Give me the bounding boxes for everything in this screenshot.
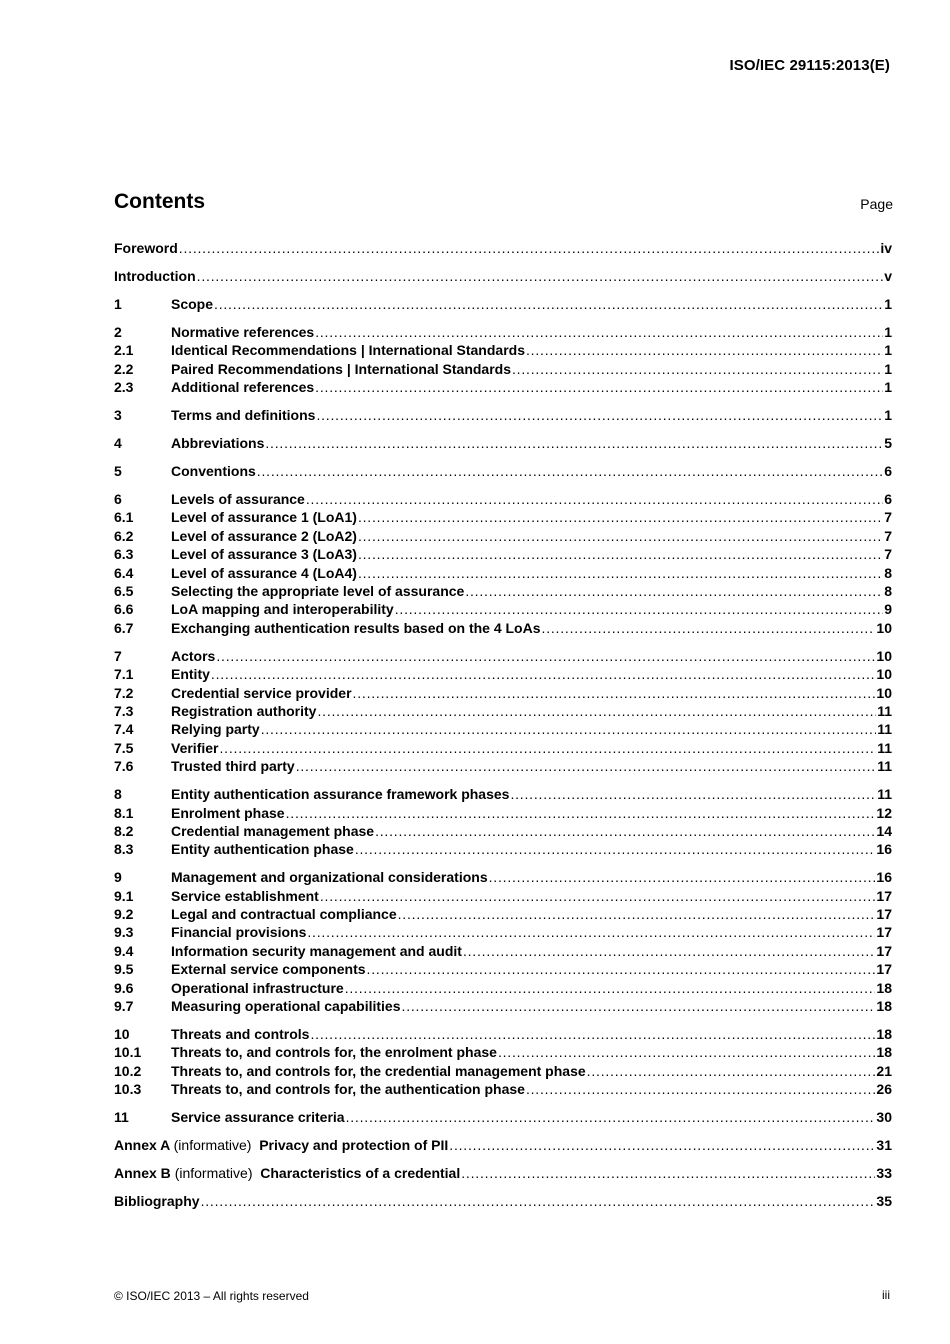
toc-entry-page: 11 <box>877 758 892 775</box>
toc-entry-page: 33 <box>876 1165 892 1182</box>
toc-entry[interactable] <box>114 822 892 840</box>
toc-entry[interactable] <box>114 1164 892 1182</box>
toc-entry-number: 7 <box>114 647 122 664</box>
toc-entry[interactable] <box>114 1136 892 1154</box>
toc-entry-number: 7.1 <box>114 666 134 683</box>
toc-entry-title: Legal and contractual compliance <box>171 906 397 923</box>
toc-entry-number: 6.3 <box>114 546 134 563</box>
toc-entry-title: Financial provisions <box>171 924 307 941</box>
toc-entry-page: 17 <box>876 906 892 923</box>
footer-copyright: © ISO/IEC 2013 – All rights reserved <box>114 1289 309 1303</box>
toc-entry-title: External service components <box>171 961 366 978</box>
toc-entry[interactable] <box>114 490 892 508</box>
toc-entry-page: 8 <box>884 583 892 600</box>
toc-entry[interactable] <box>114 997 892 1015</box>
toc-dot-leader <box>296 757 877 775</box>
toc-entry[interactable] <box>114 905 892 923</box>
toc-entry-page: 11 <box>877 739 892 756</box>
toc-entry-number: 9 <box>114 869 122 886</box>
toc-entry-title: Management and organizational considerations <box>171 869 488 886</box>
toc-entry-page: 10 <box>876 647 892 664</box>
toc-entry[interactable] <box>114 979 892 997</box>
toc-entry-page: 31 <box>876 1137 892 1154</box>
toc-entry-page: 6 <box>884 463 892 480</box>
toc-entry[interactable] <box>114 840 892 858</box>
toc-entry-page: 7 <box>884 527 892 544</box>
toc-dot-leader <box>402 997 876 1015</box>
toc-entry-title: Threats to, and controls for, the enrolment phase <box>171 1044 497 1061</box>
toc-entry-page: iv <box>880 240 892 256</box>
toc-entry[interactable] <box>114 527 892 545</box>
toc-dot-leader <box>197 267 884 285</box>
toc-entry-page: 35 <box>876 1193 892 1210</box>
toc-dot-leader <box>316 406 883 424</box>
toc-dot-leader <box>489 868 876 886</box>
toc-entry-page: 18 <box>876 998 892 1014</box>
toc-entry-page: 11 <box>877 786 892 803</box>
toc-entry-number: 9.3 <box>114 924 134 941</box>
toc-entry-page: 6 <box>884 491 892 508</box>
toc-entry[interactable] <box>114 341 892 359</box>
toc-entry-number: 3 <box>114 407 122 424</box>
toc-entry-page: 18 <box>876 979 892 996</box>
toc-entry-number: 9.4 <box>114 942 134 959</box>
toc-entry-page: 5 <box>884 435 892 452</box>
toc-entry-title: Identical Recommendations | International Standards <box>171 342 525 359</box>
toc-entry-title: Verifier <box>171 739 219 756</box>
toc-entry[interactable] <box>114 887 892 905</box>
toc-entry-page: 16 <box>876 869 892 886</box>
toc-entry-page: 7 <box>884 509 892 526</box>
toc-entry-title: Level of assurance 2 (LoA2) <box>171 527 357 544</box>
toc-dot-leader <box>367 960 876 978</box>
toc-entry-title: Additional references <box>171 379 315 396</box>
toc-entry-page: 10 <box>876 619 892 636</box>
toc-entry-title: Registration authority <box>171 702 317 719</box>
toc-entry-number: 5 <box>114 463 122 480</box>
toc-entry-number: 10.1 <box>114 1044 142 1061</box>
toc-entry-title: Level of assurance 1 (LoA1) <box>171 509 357 526</box>
toc-dot-leader <box>317 702 876 720</box>
toc-dot-leader <box>510 785 876 803</box>
toc-dot-leader <box>345 979 876 997</box>
toc-entry-number: 6.4 <box>114 564 134 581</box>
toc-entry-page: 1 <box>884 295 892 312</box>
toc-entry[interactable] <box>114 804 892 822</box>
toc-entry-number: 9.6 <box>114 979 134 996</box>
toc-entry-title: Credential management phase <box>171 822 375 839</box>
toc-entry-page: 1 <box>884 407 892 424</box>
toc-entry[interactable] <box>114 267 892 285</box>
toc-entry-page: 21 <box>876 1062 892 1079</box>
toc-entry-number: 6.2 <box>114 527 134 544</box>
toc-entry-number: 6.7 <box>114 619 134 636</box>
toc-entry[interactable] <box>114 545 892 563</box>
contents-title: Contents <box>114 190 205 213</box>
toc-entry-page: 1 <box>884 323 892 340</box>
toc-entry[interactable] <box>114 720 892 738</box>
toc-dot-leader <box>395 600 883 618</box>
toc-entry-number: 9.5 <box>114 961 134 978</box>
toc-entry-title: Enrolment phase <box>171 804 285 821</box>
annex-title: Privacy and protection of PII <box>259 1137 449 1154</box>
toc-entry-number: 7.6 <box>114 758 134 775</box>
toc-entry-page: 7 <box>884 546 892 563</box>
toc-dot-leader <box>346 1108 876 1126</box>
toc-entry[interactable] <box>114 508 892 526</box>
toc-entry[interactable] <box>114 684 892 702</box>
toc-dot-leader <box>358 564 883 582</box>
toc-entry-title: Terms and definitions <box>171 407 316 424</box>
toc-dot-leader <box>526 341 883 359</box>
annex-label: Annex B <box>114 1165 171 1182</box>
toc-entry-number: 6.1 <box>114 509 134 526</box>
toc-dot-leader <box>307 923 875 941</box>
toc-entry-title: Levels of assurance <box>171 491 305 508</box>
toc-dot-leader <box>265 434 883 452</box>
toc-entry[interactable] <box>114 1062 892 1080</box>
toc-entry-title: Normative references <box>171 323 315 340</box>
toc-entry[interactable] <box>114 702 892 720</box>
toc-entry-number: 10 <box>114 1025 130 1042</box>
toc-entry-title: Foreword <box>114 240 178 256</box>
toc-entry-number: 9.1 <box>114 887 134 904</box>
toc-dot-leader <box>219 739 876 757</box>
toc-entry[interactable] <box>114 619 892 637</box>
toc-entry-number: 9.7 <box>114 998 134 1014</box>
toc-entry-page: 30 <box>876 1109 892 1126</box>
toc-dot-leader <box>286 804 876 822</box>
toc-entry-title: Service establishment <box>171 887 319 904</box>
toc-entry-page: 18 <box>876 1025 892 1042</box>
toc-dot-leader <box>257 462 883 480</box>
toc-entry-page: 1 <box>884 379 892 396</box>
toc-entry-title: Entity <box>171 666 210 683</box>
toc-dot-leader <box>201 1192 876 1210</box>
annex-note: (informative) <box>173 1137 252 1154</box>
toc-entry-title: Credential service provider <box>171 684 352 701</box>
toc-entry[interactable] <box>114 757 892 775</box>
toc-entry-title: Threats to, and controls for, the authentication phase <box>171 1081 525 1098</box>
toc-dot-leader <box>211 665 876 683</box>
toc-dot-leader <box>465 582 883 600</box>
toc-dot-leader <box>526 1080 875 1098</box>
toc-entry-number: 8.1 <box>114 804 134 821</box>
toc-entry-number: 6.6 <box>114 601 134 618</box>
toc-entry-title: Bibliography <box>114 1193 200 1210</box>
document-id: ISO/IEC 29115:2013(E) <box>729 57 890 74</box>
toc-entry-number: 2 <box>114 323 122 340</box>
toc-entry[interactable] <box>114 239 892 257</box>
toc-entry-title: Exchanging authentication results based on the 4 LoAs <box>171 619 541 636</box>
toc-entry[interactable] <box>114 600 892 618</box>
toc-entry-title: Entity authentication phase <box>171 841 354 858</box>
toc-entry[interactable] <box>114 1025 892 1043</box>
toc-entry[interactable] <box>114 564 892 582</box>
toc-entry-page: 11 <box>877 702 892 719</box>
toc-entry-title: Service assurance criteria <box>171 1109 345 1126</box>
toc-dot-leader <box>449 1136 875 1154</box>
toc-entry-number: 4 <box>114 435 122 452</box>
toc-dot-leader <box>398 905 876 923</box>
toc-entry[interactable] <box>114 462 892 480</box>
toc-entry-title <box>114 1164 460 1182</box>
toc-dot-leader <box>261 720 876 738</box>
toc-dot-leader <box>306 490 883 508</box>
toc-entry[interactable] <box>114 785 892 803</box>
toc-entry-title: Selecting the appropriate level of assurance <box>171 583 465 600</box>
toc-dot-leader <box>358 508 883 526</box>
toc-entry-number: 2.3 <box>114 379 134 396</box>
toc-dot-leader <box>358 545 883 563</box>
toc-dot-leader <box>463 942 875 960</box>
toc-dot-leader <box>320 887 876 905</box>
toc-entry[interactable] <box>114 739 892 757</box>
toc-entry-title: Level of assurance 4 (LoA4) <box>171 564 357 581</box>
toc-entry-number: 11 <box>114 1109 129 1126</box>
toc-entry-page: 17 <box>876 942 892 959</box>
toc-dot-leader <box>214 295 883 313</box>
annex-note: (informative) <box>174 1165 253 1182</box>
toc-entry-number: 9.2 <box>114 906 134 923</box>
toc-entry-number: 2.2 <box>114 360 134 377</box>
toc-entry-title: LoA mapping and interoperability <box>171 601 394 618</box>
toc-dot-leader <box>542 619 876 637</box>
toc-entry-number: 10.2 <box>114 1062 142 1079</box>
toc-entry-title: Information security management and audit <box>171 942 462 959</box>
toc-entry-title: Entity authentication assurance framework phases <box>171 786 510 803</box>
toc-entry-title: Threats and controls <box>171 1025 310 1042</box>
toc-entry-page: 9 <box>884 601 892 618</box>
toc-dot-leader <box>310 1025 875 1043</box>
toc-entry[interactable] <box>114 360 892 378</box>
page-column-label: Page <box>860 196 893 212</box>
toc-entry-page: 17 <box>876 961 892 978</box>
toc-dot-leader <box>461 1164 875 1182</box>
toc-entry[interactable] <box>114 406 892 424</box>
toc-entry[interactable] <box>114 942 892 960</box>
toc-entry-title: Trusted third party <box>171 758 295 775</box>
toc-dot-leader <box>498 1043 875 1061</box>
toc-entry-title <box>114 1136 448 1154</box>
table-of-contents <box>114 239 892 1210</box>
toc-entry-number: 7.3 <box>114 702 134 719</box>
toc-entry[interactable] <box>114 1043 892 1061</box>
toc-dot-leader <box>355 840 876 858</box>
toc-entry-page: 10 <box>876 684 892 701</box>
toc-entry-number: 1 <box>114 295 122 312</box>
toc-dot-leader <box>512 360 883 378</box>
toc-entry[interactable] <box>114 434 892 452</box>
toc-entry-title: Level of assurance 3 (LoA3) <box>171 546 357 563</box>
toc-dot-leader <box>375 822 875 840</box>
toc-entry-number: 8 <box>114 786 122 803</box>
toc-entry[interactable] <box>114 1192 892 1210</box>
toc-entry-page: 1 <box>884 360 892 377</box>
toc-entry-title: Conventions <box>171 463 256 480</box>
toc-entry[interactable] <box>114 665 892 683</box>
toc-entry-number: 2.1 <box>114 342 134 359</box>
toc-entry[interactable] <box>114 378 892 396</box>
toc-entry-number: 7.5 <box>114 739 134 756</box>
toc-entry[interactable] <box>114 647 892 665</box>
footer-page-number: iii <box>882 1288 890 1302</box>
toc-entry-page: 1 <box>884 342 892 359</box>
toc-entry[interactable] <box>114 1080 892 1098</box>
toc-entry-page: 17 <box>876 924 892 941</box>
toc-entry-title: Actors <box>171 647 216 664</box>
toc-dot-leader <box>315 323 883 341</box>
toc-entry[interactable] <box>114 582 892 600</box>
toc-dot-leader <box>353 684 876 702</box>
toc-dot-leader <box>358 527 883 545</box>
toc-entry-number: 6 <box>114 491 122 508</box>
toc-entry[interactable] <box>114 295 892 313</box>
toc-entry-title: Relying party <box>171 721 260 738</box>
toc-entry-number: 6.5 <box>114 583 134 600</box>
toc-entry[interactable] <box>114 1108 892 1126</box>
toc-entry-number: 8.2 <box>114 822 134 839</box>
toc-entry-page: 18 <box>876 1044 892 1061</box>
toc-entry-number: 8.3 <box>114 841 134 858</box>
toc-dot-leader <box>587 1062 876 1080</box>
toc-dot-leader <box>315 378 883 396</box>
toc-entry-page: 10 <box>876 666 892 683</box>
toc-dot-leader <box>179 239 880 257</box>
toc-entry-title: Scope <box>171 295 214 312</box>
toc-entry-page: v <box>884 267 892 284</box>
toc-entry[interactable] <box>114 960 892 978</box>
toc-entry-page: 12 <box>876 804 892 821</box>
annex-label: Annex A <box>114 1137 170 1154</box>
toc-entry-number: 7.2 <box>114 684 134 701</box>
toc-entry-number: 7.4 <box>114 721 134 738</box>
toc-entry-page: 16 <box>876 841 892 858</box>
toc-entry-title: Paired Recommendations | International Standards <box>171 360 511 377</box>
toc-entry-page: 14 <box>876 822 892 839</box>
toc-entry[interactable] <box>114 323 892 341</box>
toc-entry[interactable] <box>114 923 892 941</box>
toc-entry-title: Introduction <box>114 267 196 284</box>
toc-entry-title: Measuring operational capabilities <box>171 998 401 1014</box>
toc-dot-leader <box>216 647 875 665</box>
toc-entry-page: 26 <box>876 1081 892 1098</box>
toc-entry-title: Operational infrastructure <box>171 979 344 996</box>
toc-entry-page: 17 <box>876 887 892 904</box>
toc-entry[interactable] <box>114 868 892 886</box>
toc-entry-number: 10.3 <box>114 1081 142 1098</box>
annex-title: Characteristics of a credential <box>260 1165 461 1182</box>
toc-entry-page: 8 <box>884 564 892 581</box>
toc-entry-title: Abbreviations <box>171 435 265 452</box>
toc-entry-title: Threats to, and controls for, the credential management phase <box>171 1062 586 1079</box>
toc-entry-page: 11 <box>877 721 892 738</box>
